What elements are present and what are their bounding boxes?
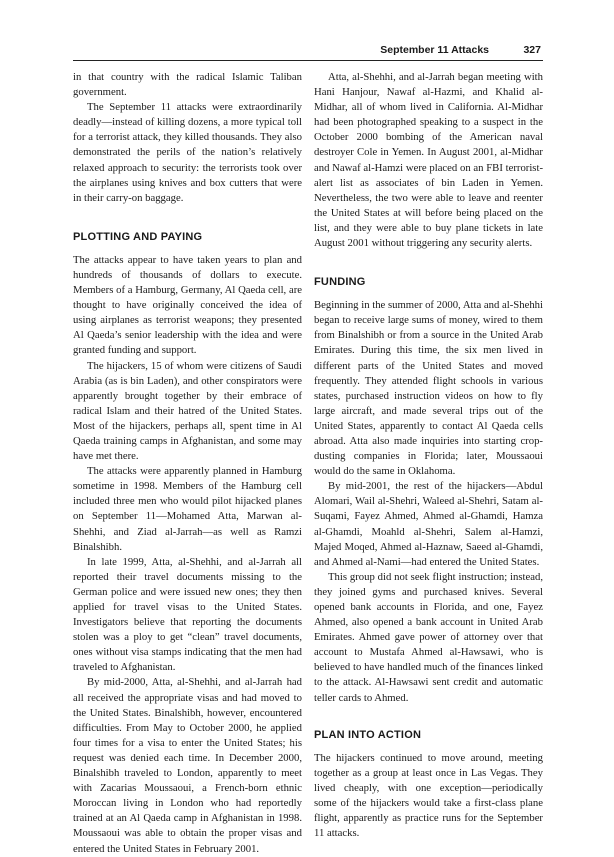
section-heading-funding: FUNDING	[314, 276, 366, 289]
paragraph: The hijackers, 15 of whom were citizens of Saudi Arabia (as is bin Laden), and other conspirators were apparently brought together by their embrace of radical Islam and their hatred of the United States. Most of the hijackers, perhaps all, spent time in Al Qaeda training camps in Afghanistan, and some may have met there.	[73, 359, 302, 463]
paragraph: By mid-2000, Atta, al-Shehhi, and al-Jarrah had all received the appropriate visas and had moved to the United States. Binalshibh, however, encountered difficulties. From May to October 2000, he applied four times for a visa to enter the United States; his request was denied each time. In December 2000, Binalshibh traveled to London, apparently to meet with Zacarias Moussaoui, a French-born ethnic Moroccan living in London who had reportedly trained at an Al Qaeda camp in Afghanistan in 1998. Moussaoui was able to obtain the proper visas and entered the United States in February 2001.	[73, 676, 302, 855]
left-column	[73, 70, 302, 857]
paragraph: In late 1999, Atta, al-Shehhi, and al-Jarrah all reported their travel documents missing to the German police and were issued new ones; they then applied for travel visas to the United States. Investigators believe that reporting the documents stolen was a ploy to get “clean” travel documents, ones without visa stamps indicating that the men had traveled to Afghanistan.	[73, 555, 302, 674]
paragraph: Atta, al-Shehhi, and al-Jarrah began meeting with Hani Hanjour, Nawaf al-Hazmi, and Khalid al-Midhar, all of whom lived in California. Al-Midhar had been photographed speaking to a suspect in the October 2000 bombing of the American naval destroyer Cole in Yemen. In August 2001, al-Midhar and Nawaf al-Hamzi were placed on an FBI terrorist-alert list as associates of bin Laden in Yemen. Nevertheless, the two were able to leave and reenter the United States at will before being placed on the list, and they were able to buy plane tickets in late August 2001 without triggering any security alerts.	[314, 71, 543, 250]
section-heading-plotting: PLOTTING AND PAYING	[73, 230, 203, 243]
paragraph: The hijackers continued to move around, meeting together as a group at least once in Las Vegas. They lived cheaply, with one exception—periodically some of the hijackers would take a first-class plane flight, apparently as practice runs for the September 11 attacks.	[314, 751, 543, 840]
paragraph: The attacks were apparently planned in Hamburg sometime in 1998. Members of the Hamburg cell included three men who would pilot hijacked planes on September 11—Mohamed Atta, Marwan al-Shehhi, and Ziad al-Jarrah—as well as Ramzi Binalshibh.	[73, 465, 302, 553]
section-heading-plan-into-action: PLAN INTO ACTION	[314, 728, 422, 741]
page-number: 327	[523, 44, 541, 56]
paragraph: The attacks appear to have taken years to plan and hundreds of thousands of dollars to execute. Members of a Hamburg, Germany, Al Qaeda cell, are thought to have originally conceived the idea of using airplanes as terrorist weapons; they presented Al Qaeda’s senior leadership with the idea and were granted funding and support.	[73, 253, 302, 357]
paragraph: The September 11 attacks were extraordinarily deadly—instead of killing dozens, a more typical toll for a terrorist attack, they killed thousands. They also demonstrated the perils of the nation’s relatively relaxed approach to security: the terrorists took over the airplanes using knives and box cutters that were in their carry-on baggage.	[73, 101, 302, 204]
paragraph: in that country with the radical Islamic Taliban government.	[73, 71, 302, 99]
paragraph: Beginning in the summer of 2000, Atta and al-Shehhi began to receive large sums of money, wired to them from Binalshibh or from a source in the United Arab Emirates. During this time, the six men lived in different parts of the United States and moved frequently. They attended flight schools in various states, purchased instruction videos on how to fly large aircraft, and made several trips out of the United States, apparently to contact Al Qaeda cells abroad. Atta also made inquiries into starting crop-dusting companies in Florida; later, Moussaoui would do the same in Oklahoma.	[314, 299, 543, 478]
running-title: September 11 Attacks	[380, 44, 489, 56]
right-column	[314, 70, 543, 841]
paragraph: This group did not seek flight instruction; instead, they joined gyms and purchased knives. Several opened bank accounts in Florida, and one, Fayez Ahmed, also opened a bank account in United Arab Emirates. Ahmed gave power of attorney over that account to Mustafa Ahmed al-Hawsawi, who is believed to have handled much of the finances linked to the attack. Al-Hawsawi sent credit and automatic teller cards to Ahmed.	[314, 570, 543, 704]
running-header	[73, 44, 543, 61]
paragraph: By mid-2001, the rest of the hijackers—Abdul Alomari, Wail al-Shehri, Waleed al-Shehri, Satam al-Suqami, Fayez Ahmed, Ahmed al-Ghamdi, Hamza al-Ghamdi, Moahld al-Shehri, Salem al-Hamzi, Majed Moqed, Ahmed al-Haznaw, Saeed al-Ghamdi, and Ahmed al-Nami—had entered the United States.	[314, 480, 543, 568]
